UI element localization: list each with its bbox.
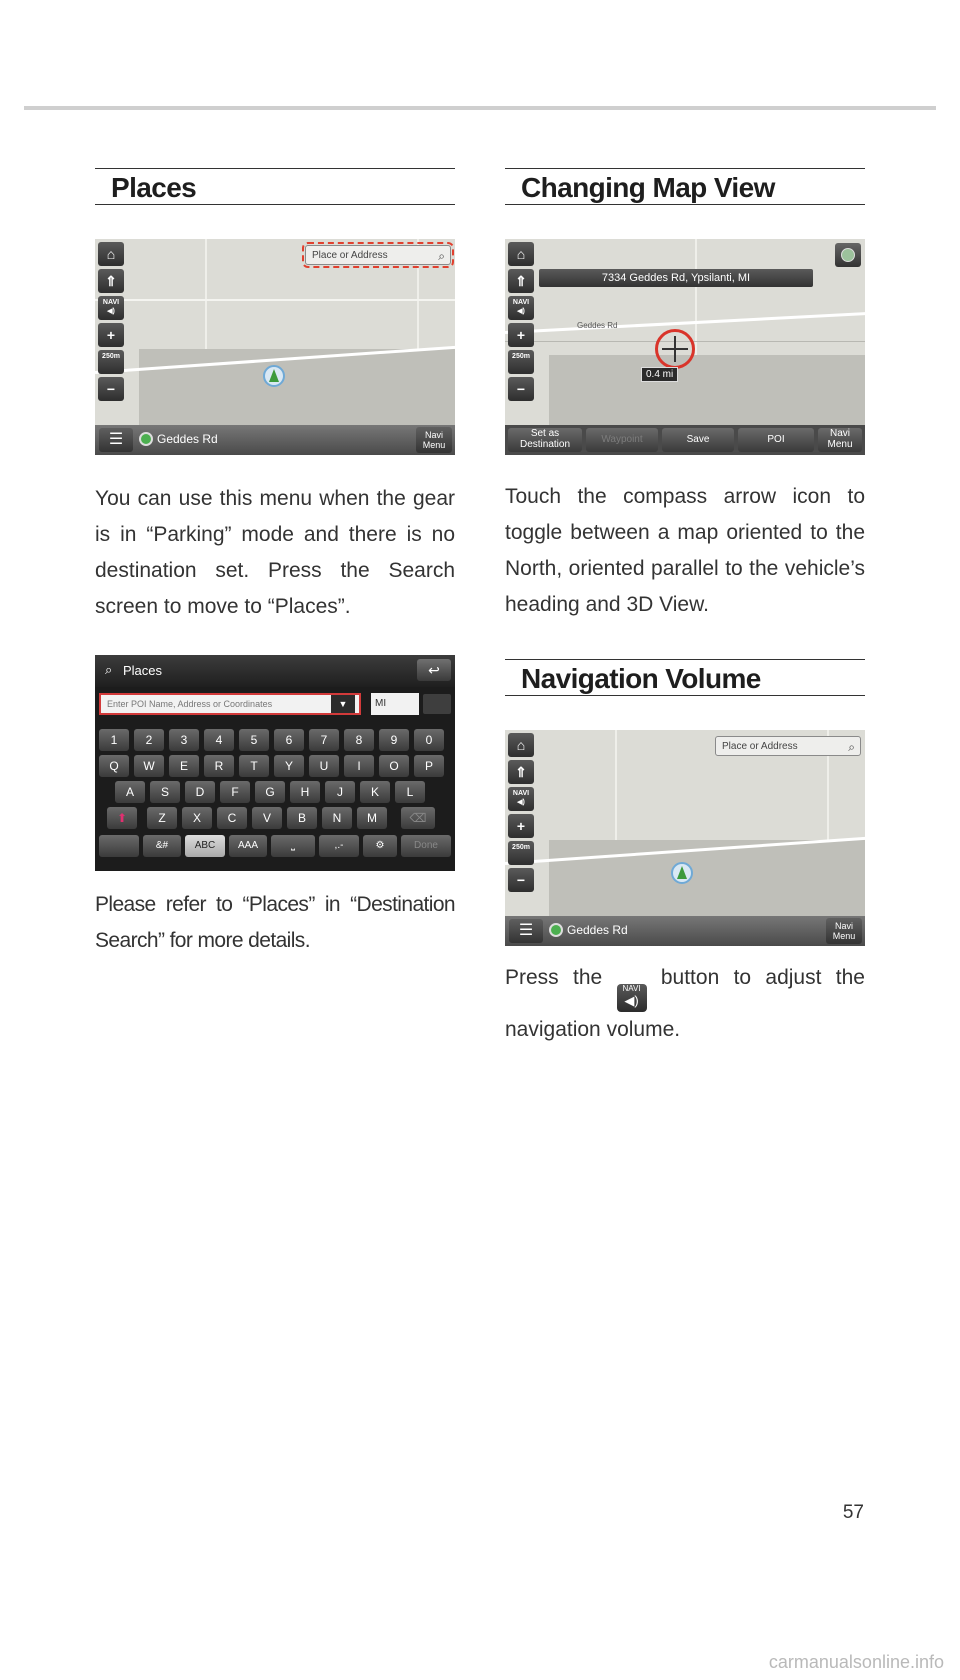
navi-label: NAVI [102,299,120,306]
key-a[interactable]: A [115,781,145,803]
shift-icon[interactable]: ⬆ [107,807,137,829]
key-c[interactable]: C [217,807,247,829]
unit-toggle-button[interactable] [423,694,451,714]
key-symbols[interactable]: &# [143,835,181,857]
key-i[interactable]: I [344,755,374,777]
home-button[interactable] [98,242,124,266]
key-0[interactable]: 0 [414,729,444,751]
menu-button[interactable] [99,428,133,452]
search-placeholder: Place or Address [312,250,388,261]
home-button[interactable] [508,733,534,757]
key-j[interactable]: J [325,781,355,803]
top-rule [24,106,936,110]
speaker-icon: ◀) [517,799,525,806]
zoom-in-icon: + [106,327,116,343]
speaker-icon: ◀) [517,308,525,315]
compass-arrow-icon[interactable] [835,243,861,267]
speaker-icon: ◀) [107,308,115,315]
places-title-bar [95,655,455,687]
key-abc[interactable]: ABC [185,835,225,857]
map-road [505,309,865,334]
key-v[interactable]: V [252,807,282,829]
poi-button[interactable]: POI [738,428,814,452]
compass-button[interactable] [508,760,534,784]
places-map-screenshot [95,239,455,455]
zoom-out-icon: − [106,381,116,397]
scale-button[interactable] [508,350,534,374]
navi-menu-button[interactable]: Navi Menu [416,427,452,453]
key-q[interactable]: Q [99,755,129,777]
key-8[interactable]: 8 [344,729,374,751]
zoom-out-icon: − [516,872,526,888]
navi-volume-button[interactable] [98,296,124,320]
compass-button[interactable] [508,269,534,293]
zoom-out-icon: − [516,381,526,397]
action-bar [505,425,865,455]
key-1[interactable]: 1 [99,729,129,751]
location-icon [549,923,563,937]
key-g[interactable]: G [255,781,285,803]
key-lang[interactable] [99,835,139,857]
map-grid-line [95,299,455,301]
right-column [505,168,865,1048]
zoom-out-button[interactable] [508,377,534,401]
search-icon: ⌕ [848,740,855,754]
map-view-screenshot [505,239,865,455]
key-w[interactable]: W [134,755,164,777]
navi-volume-button[interactable] [508,296,534,320]
key-s[interactable]: S [150,781,180,803]
navi-menu-button[interactable]: Navi Menu [826,918,862,944]
navi-label: NAVI [512,790,530,797]
key-5[interactable]: 5 [239,729,269,751]
places-reference: Please refer to “Places” in “Destination Search” for more details. [95,893,455,952]
key-4[interactable]: 4 [204,729,234,751]
key-e[interactable]: E [169,755,199,777]
key-m[interactable]: M [357,807,387,829]
back-button[interactable] [417,659,451,681]
bottom-bar [505,916,865,946]
key-k[interactable]: K [360,781,390,803]
nav-volume-text-after: button to adjust the navigation volume. [505,966,865,1041]
key-b[interactable]: B [287,807,317,829]
map-view-heading: Changing Map View [505,168,865,205]
zoom-in-button[interactable] [98,323,124,347]
scale-label: 250m [512,353,530,360]
page-number: 57 [842,1502,864,1523]
watermark: carmanualsonline.info [768,1652,944,1672]
key-n[interactable]: N [322,807,352,829]
compass-button[interactable] [98,269,124,293]
compass-icon: ⇑ [515,764,527,780]
key-x[interactable]: X [182,807,212,829]
chevron-down-icon[interactable]: ▼ [331,695,355,713]
home-icon: ⌂ [106,246,116,262]
vehicle-position-icon [263,365,285,387]
zoom-in-icon: + [516,818,526,834]
home-icon: ⌂ [516,246,526,262]
navi-volume-button-icon [617,984,647,1012]
key-7[interactable]: 7 [309,729,339,751]
save-button[interactable]: Save [662,428,734,452]
waypoint-button[interactable]: Waypoint [586,428,658,452]
zoom-in-button[interactable] [508,814,534,838]
key-u[interactable]: U [309,755,339,777]
key-caps[interactable]: AAA [229,835,267,857]
road-name: Geddes Rd [567,923,628,937]
left-column [95,168,455,959]
map-area [549,355,865,425]
compass-icon: ⇑ [105,273,117,289]
map-view-description: Touch the compass arrow icon to toggle between a map oriented to the North, oriented parallel to the vehicle’s heading and 3D View. [505,485,865,616]
road-name: Geddes Rd [157,432,218,446]
map-area [549,840,865,918]
road-label: Geddes Rd [577,321,618,330]
backspace-icon[interactable]: ⌫ [401,807,435,829]
distance-badge: 0.4 mi [641,367,678,382]
space-icon[interactable]: ⎵ [271,835,315,857]
key-2[interactable]: 2 [134,729,164,751]
key-p[interactable]: P [414,755,444,777]
home-icon: ⌂ [516,737,526,753]
scale-button[interactable] [508,841,534,865]
home-button[interactable] [508,242,534,266]
scale-button[interactable] [98,350,124,374]
poi-search-input[interactable]: Enter POI Name, Address or Coordinates [99,693,361,715]
set-destination-button[interactable]: Set as Destination [508,428,582,452]
key-9[interactable]: 9 [379,729,409,751]
nav-volume-description [505,960,865,1048]
key-t[interactable]: T [239,755,269,777]
navi-label: NAVI [512,299,530,306]
search-icon: ⌕ [105,662,113,677]
search-input[interactable] [715,736,861,756]
key-d[interactable]: D [185,781,215,803]
key-h[interactable]: H [290,781,320,803]
places-description: You can use this menu when the gear is in “Parking” mode and there is no destination set. Press the Search screen to move to “Places”. [95,487,455,618]
location-icon [139,432,153,446]
gear-icon[interactable]: ⚙ [363,835,397,857]
vehicle-position-icon [671,862,693,884]
zoom-in-icon: + [516,327,526,343]
bottom-bar [95,425,455,455]
unit-field[interactable]: MI [371,693,419,715]
search-input[interactable] [305,245,451,265]
navi-label: NAVI [622,984,641,993]
scale-label: 250m [512,844,530,851]
key-r[interactable]: R [204,755,234,777]
compass-icon: ⇑ [515,273,527,289]
navi-volume-button[interactable] [508,787,534,811]
back-icon: ↩ [428,662,440,678]
places-screen-title: Places [123,663,163,678]
crosshair-icon [655,329,695,369]
key-punct[interactable]: ,.- [319,835,359,857]
speaker-icon: ◀) [624,993,639,1008]
key-o[interactable]: O [379,755,409,777]
key-z[interactable]: Z [147,807,177,829]
search-placeholder: Place or Address [722,741,798,752]
key-y[interactable]: Y [274,755,304,777]
key-f[interactable]: F [220,781,250,803]
scale-label: 250m [102,353,120,360]
places-heading: Places [95,168,455,205]
menu-button[interactable] [509,919,543,943]
map-area [139,349,455,427]
nav-volume-screenshot [505,730,865,946]
key-l[interactable]: L [395,781,425,803]
zoom-in-button[interactable] [508,323,534,347]
key-6[interactable]: 6 [274,729,304,751]
search-icon: ⌕ [438,249,445,263]
address-bar: 7334 Geddes Rd, Ypsilanti, MI [539,269,813,287]
key-3[interactable]: 3 [169,729,199,751]
zoom-out-button[interactable] [508,868,534,892]
zoom-out-button[interactable] [98,377,124,401]
nav-volume-text-before: Press the [505,966,603,989]
done-button[interactable]: Done [401,835,451,857]
navi-menu-button[interactable]: Navi Menu [818,428,862,452]
nav-volume-heading: Navigation Volume [505,659,865,696]
places-keyboard-screenshot [95,655,455,871]
menu-icon: ☰ [518,922,534,939]
menu-icon: ☰ [108,431,124,448]
